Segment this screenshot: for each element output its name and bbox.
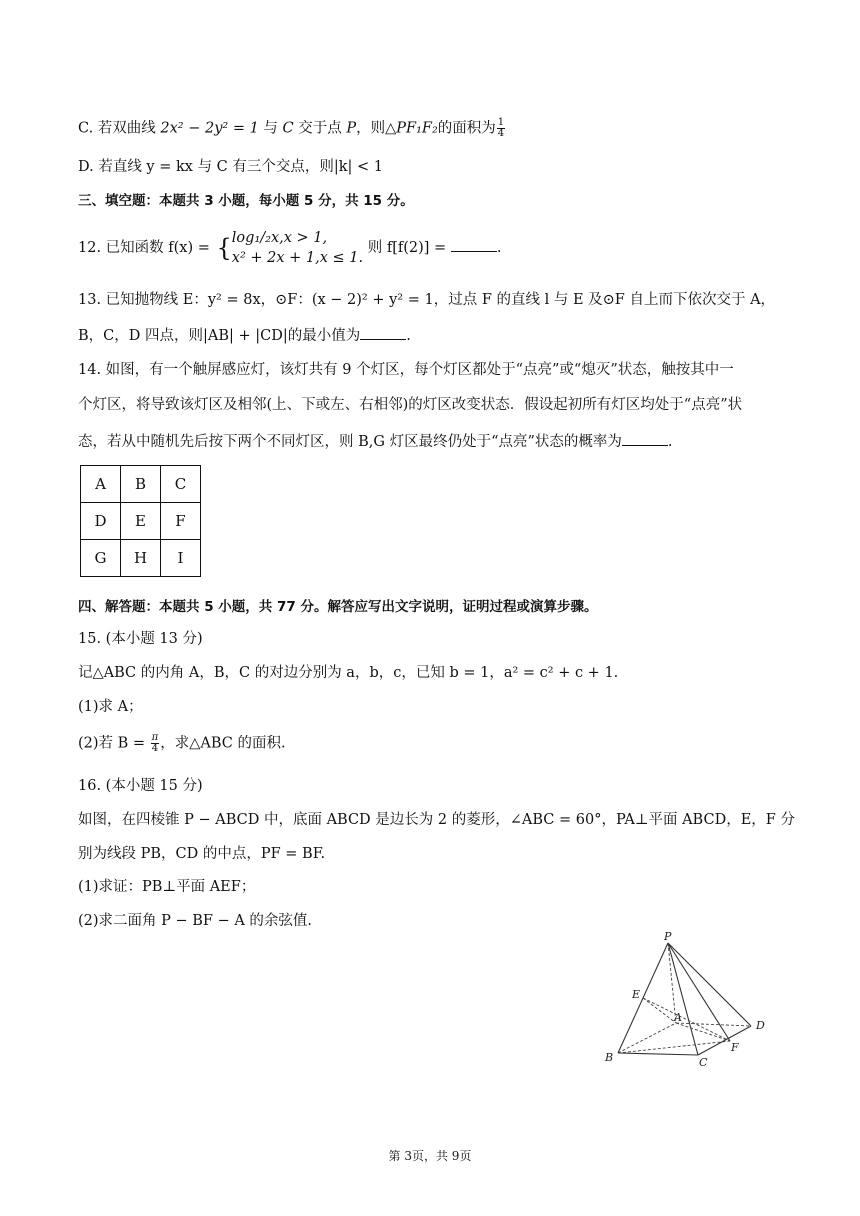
grid-cell: G xyxy=(81,540,121,577)
question-15-part-2: (2)若 B = $\frac{\pi}{4}$ ，求△ABC 的面积. xyxy=(78,732,286,754)
label-b: B xyxy=(605,1051,614,1064)
grid-cell: B xyxy=(121,466,161,503)
label-a: A xyxy=(674,1011,682,1024)
question-14-line-1: 14. 如图，有一个触屏感应灯，该灯共有 9 个灯区，每个灯区都处于“点亮”或“熄灭”状态，触按其中一 xyxy=(78,362,734,378)
question-15-heading: 15. (本小题 13 分) xyxy=(78,631,203,647)
question-13-line-2: B，C，D 四点，则|AB| + |CD|的最小值为 . xyxy=(78,325,411,346)
grid-cell: A xyxy=(81,466,121,503)
label-c: C xyxy=(699,1056,708,1069)
option-c: C. 若双曲线 2x² − 2y² = 1 与 C 交于点 P，则△PF₁F₂的面积为 $\frac{1}{4}$ xyxy=(78,117,505,139)
edge-ad-hidden xyxy=(676,1023,751,1026)
piecewise-cases: log₁/₂x,x > 1, x² + 2x + 1,x ≤ 1. xyxy=(231,230,364,266)
answer-blank xyxy=(622,431,668,446)
question-16-heading: 16. (本小题 15 分) xyxy=(78,778,203,794)
fraction-one-quarter: $\frac{1}{4}$ xyxy=(497,117,505,139)
grid-cell: D xyxy=(81,503,121,540)
question-16-part-2: (2)求二面角 P − BF − A 的余弦值. xyxy=(78,913,313,929)
label-e: E xyxy=(632,988,641,1001)
question-14-line-3: 态，若从中随机先后按下两个不同灯区，则 B,G 灯区最终仍处于“点亮”状态的概率为 . xyxy=(78,431,673,452)
edge-ea-hidden xyxy=(643,998,676,1023)
page-footer: 第 3页，共 9页 xyxy=(388,1149,472,1163)
question-16-line-1: 如图，在四棱锥 P − ABCD 中，底面 ABCD 是边长为 2 的菱形，∠ABC = 60°，PA⊥平面 ABCD，E，F 分 xyxy=(78,812,795,828)
grid-cell: E xyxy=(121,503,161,540)
fraction-pi-over-4: $\frac{\pi}{4}$ xyxy=(151,732,159,754)
grid-cell: C xyxy=(161,466,201,503)
section-4-heading: 四、解答题：本题共 5 小题，共 77 分。解答应写出文字说明，证明过程或演算步骤。 xyxy=(78,599,598,615)
question-15-part-1: (1)求 A； xyxy=(78,699,143,715)
edge-bc xyxy=(618,1053,698,1055)
question-13-line-1: 13. 已知抛物线 E：y² = 8x，⊙F：(x − 2)² + y² = 1，过点 F 的直线 l 与 E 及⊙F 自上而下依次交于 A， xyxy=(78,292,776,308)
pyramid-figure xyxy=(598,930,778,1075)
light-grid xyxy=(80,465,201,577)
grid-cell: F xyxy=(161,503,201,540)
question-15-stem: 记△ABC 的内角 A，B，C 的对边分别为 a，b，c，已知 b = 1，a² = c² + c + 1. xyxy=(78,665,619,681)
grid-cell: H xyxy=(121,540,161,577)
grid-cell: I xyxy=(161,540,201,577)
answer-blank xyxy=(451,237,497,252)
edge-cd xyxy=(698,1026,751,1055)
edge-pf xyxy=(668,943,730,1041)
question-14-line-2: 个灯区，将导致该灯区及相邻(上、下或左、右相邻)的灯区改变状态．假设起初所有灯区均处于“点亮”状 xyxy=(78,397,743,413)
section-3-heading: 三、填空题：本题共 3 小题，每小题 5 分，共 15 分。 xyxy=(78,193,414,209)
question-16-part-1: (1)求证：PB⊥平面 AEF； xyxy=(78,879,256,895)
answer-blank xyxy=(360,325,406,340)
edge-pc xyxy=(668,943,698,1055)
label-d: D xyxy=(756,1019,765,1032)
label-f: F xyxy=(731,1041,739,1054)
question-12: 12. 已知函数 f(x) = { log₁/₂x,x > 1, x² + 2x + 1,x ≤ 1. 则 f[f(2)] = . xyxy=(78,230,502,266)
brace-icon: { xyxy=(216,234,232,262)
edge-af-hidden xyxy=(676,1023,730,1041)
option-d: D. 若直线 y = kx 与 C 有三个交点，则|k| < 1 xyxy=(78,159,384,175)
question-16-line-2: 别为线段 PB，CD 的中点，PF = BF. xyxy=(78,846,326,862)
label-p: P xyxy=(664,930,672,943)
edge-ba-hidden xyxy=(618,1023,676,1053)
